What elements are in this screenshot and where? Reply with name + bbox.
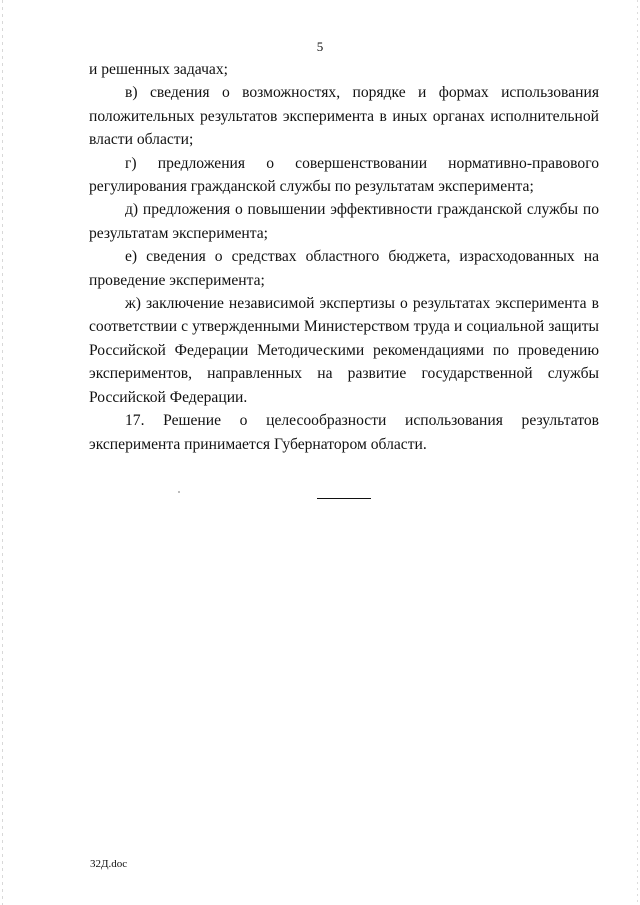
footer-file-name: 32Д.doc [90,858,128,870]
scan-edge-left [2,0,3,905]
scan-edge-right [637,0,638,905]
paragraph-continuation: и решенных задачах; [89,61,228,78]
paragraph-item-e: е) сведения о средствах областного бюджета, израсходованных на проведение эксперимента; [89,248,599,289]
paragraph-item-zh: ж) заключение независимой экспертизы о результатах эксперимента в соответствии с утвержденными Министерством труда и социальной защиты Российской Федерации Методическими рекомендациями по проведению экспериментов, направленных на развитие государственной службы Российской Федерации. [89,295,599,406]
closing-rule [317,498,371,499]
scan-speck [178,491,180,493]
paragraph-item-d: д) предложения о повышении эффективности гражданской службы по результатам эксперимента; [89,201,599,242]
document-body [89,58,599,456]
paragraph-item-17: 17. Решение о целесообразности использования результатов эксперимента принимается Губернатором области. [89,412,599,453]
paragraph-item-v: в) сведения о возможностях, порядке и формах использования положительных результатов эксперимента в иных органах исполнительной власти области; [89,84,599,149]
paragraph-item-g: г) предложения о совершенствовании нормативно-правового регулирования гражданской службы по результатам эксперимента; [89,154,599,196]
page-number: 5 [316,39,324,54]
